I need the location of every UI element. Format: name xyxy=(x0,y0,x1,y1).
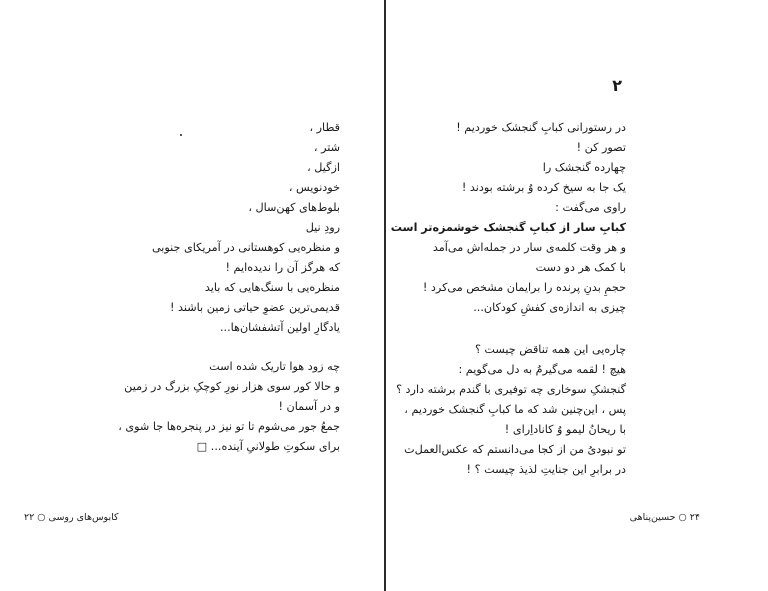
poem-line: گنجشکِ سوخاری چه توفیری با گندم برشته دارد ؟ xyxy=(396,383,626,396)
stray-ink-mark xyxy=(180,134,182,136)
right-page-footer: ۲۴ ○ حسین‌پناهی xyxy=(629,512,700,523)
poem-line: هیچ ! لقمه می‌گیرمُ به دل می‌گویم : xyxy=(458,363,626,376)
poem-line: شتر ، xyxy=(313,141,340,154)
poem-line: حجمِ بدنِ پرنده را برایمان مشخص می‌کرد ! xyxy=(422,281,626,294)
right-page xyxy=(386,0,768,591)
poem-line: در برابرِ این جنایتِ لذیذ چیست ؟ ! xyxy=(466,463,626,476)
poem-line: چه زود هوا تاریک شده است xyxy=(209,360,340,373)
left-page-footer: کابوس‌های روسی ○ ۲۲ xyxy=(24,512,119,523)
poem-line: جمعُ جور می‌شوم تا تو نیز در پنجره‌ها جا شوی ، xyxy=(118,420,340,433)
poem-line: پس ، این‌چنین شد که ما کبابِ گنجشک خوردیم ، xyxy=(404,403,626,416)
poem-line: یک جا به سیخ کرده وُ برشته بودند ! xyxy=(461,181,626,194)
poem-line: راوی می‌گفت : xyxy=(555,201,626,214)
poem-line: منظره‌یی با سنگ‌هایی که باید xyxy=(204,281,340,294)
poem-line: و حالا کور سوی هزار نورِ کوچکِ بزرگ در زمین xyxy=(124,380,340,393)
poem-line: تصور کن ! xyxy=(576,141,626,154)
poem-line: خودنویس ، xyxy=(288,181,340,194)
poem-line: برای سکوتِ طولانیِ آینده... □ xyxy=(196,440,340,453)
poem-line: کبابِ سار از کبابِ گنجشک خوشمزه‌تر است xyxy=(390,221,626,234)
poem-line: در رستورانی کبابِ گنجشک خوردیم ! xyxy=(456,121,626,134)
poem-line: با ریحانُ لیمو وُ کاناداِرای ! xyxy=(504,423,626,436)
poem-line: چهارده گنجشک را xyxy=(542,161,626,174)
poem-line: یادگارِ اولین آتشفشان‌ها... xyxy=(219,321,340,334)
chapter-number: ۲ xyxy=(612,76,622,95)
poem-line: قدیمی‌ترین عضوِ حیاتی زمین باشند ! xyxy=(169,301,340,314)
poem-line: تو نبودیُ من از کجا می‌دانستم که عکس‌العمل‌ت xyxy=(404,443,626,456)
poem-line: قطار ، xyxy=(309,121,340,134)
poem-line: چیزی به اندازه‌ی کفشِ کودکان... xyxy=(473,301,626,314)
poem-line: بلوط‌های کهن‌سال ، xyxy=(248,201,340,214)
poem-line: و منظره‌یی کوهستانی در آمریکای جنوبی xyxy=(151,241,340,254)
poem-line: و در آسمان ! xyxy=(278,400,340,413)
left-stanza-2 xyxy=(118,357,340,457)
right-stanza-2 xyxy=(396,340,626,480)
poem-line: و هر وقت کلمه‌ی سار در جمله‌اش می‌آمد xyxy=(432,241,626,254)
poem-line: با کمک هر دو دست xyxy=(535,261,626,274)
poem-line: که هرگز آن را ندیده‌ایم ! xyxy=(225,261,340,274)
right-stanza-1 xyxy=(391,118,626,318)
poem-line: رودِ نیل xyxy=(305,221,340,234)
poem-line: ازگیل ، xyxy=(307,161,340,174)
poem-line: چاره‌یی این همه تناقض چیست ؟ xyxy=(474,343,626,356)
left-stanza-1 xyxy=(152,118,340,338)
